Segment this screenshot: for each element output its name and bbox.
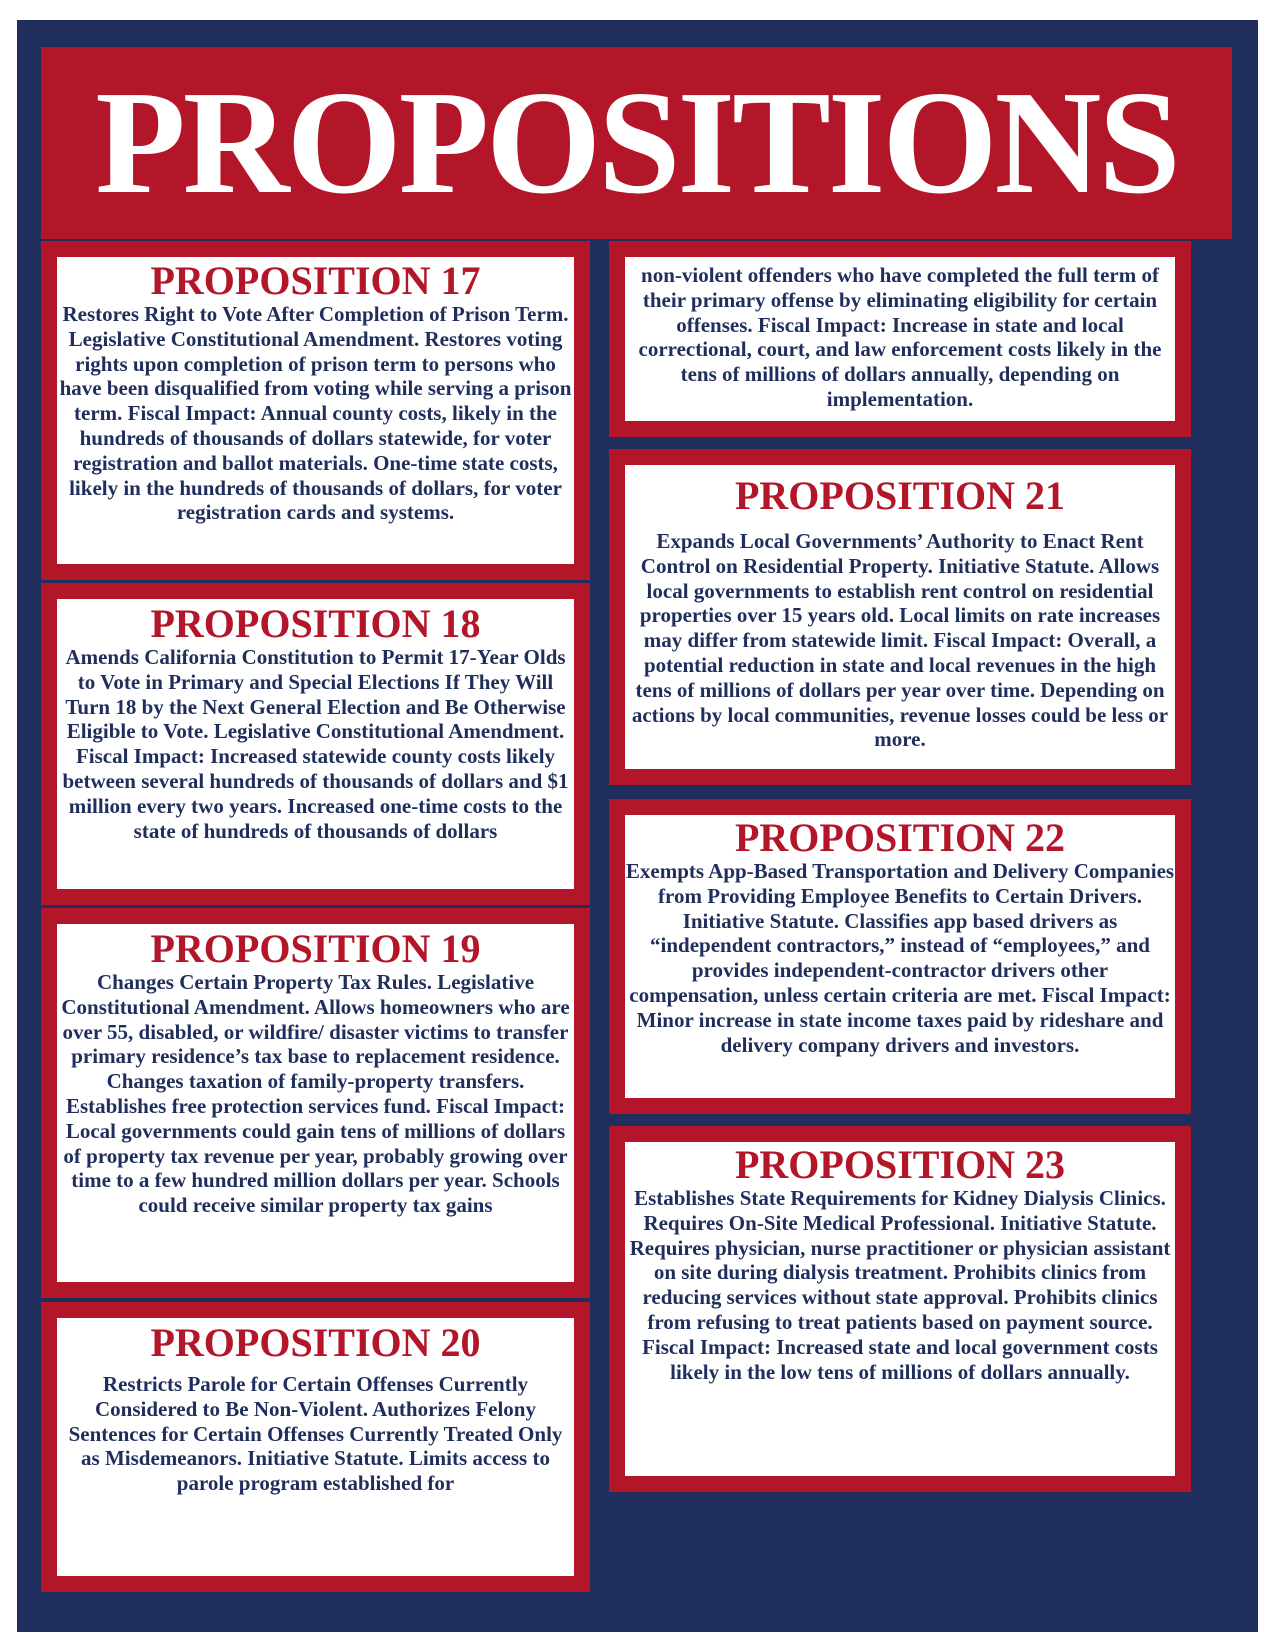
proposition-23-title: PROPOSITION 23 [734, 1142, 1066, 1187]
proposition-21-card [625, 465, 1175, 769]
proposition-17-title: PROPOSITION 17 [150, 258, 481, 303]
proposition-20-text: Restricts Parole for Certain Offenses Currently Considered to Be Non-Violent. Authorizes Felony Sentences for Certain Offenses Currently Treated Only as Misdemeanors. Initiative Statute. Limits access to parole program established for [68, 1372, 563, 1496]
proposition-23-card [625, 1142, 1175, 1476]
page-title: PROPOSITIONS [95, 61, 1178, 225]
proposition-18-text: Amends California Constitution to Permit 17-Year Olds to Vote in Primary and Special Elections If They Will Turn 18 by the Next General Election and Be Otherwise Eligible to Vote. Legislative Constitutional Amendment. Fiscal Impact: Increased statewide county costs likely between several hundreds of thousands of dollars and $1 million every two years. Increased one-time costs to the state of hundreds of thousands of dollars [62, 645, 569, 843]
proposition-21-text: Expands Local Governments’ Authority to Enact Rent Control on Residential Property. Initiative Statute. Allows local governments to establish rent control on residential properties over 15 years old. Local limits on rate increases may differ from statewide limit. Fiscal Impact: Overall, a potential reduction in state and local revenues in the high tens of millions of dollars per year over time. Depending on actions by local communities, revenue losses could be less or more. [631, 529, 1169, 752]
proposition-19-text: Changes Certain Property Tax Rules. Legislative Constitutional Amendment. Allows homeowners who are over 55, disabled, or wildfire/ disaster victims to transfer primary residence’s tax base to replacement residence. Changes taxation of family-property transfers. Establishes free protection services fund. Fiscal Impact: Local governments could gain tens of millions of dollars of property tax revenue per year, probably growing over time to a few hundred million dollars per year. Schools could receive similar property tax gains [61, 970, 570, 1218]
proposition-22-text: Exempts App-Based Transportation and Delivery Companies from Providing Employee Benefits to Certain Drivers. Initiative Statute. Classifies app based drivers as “independent contractors,” instead of “employees,” and provides independent-contractor drivers other compensation, unless certain criteria are met. Fiscal Impact: Minor increase in state income taxes paid by rideshare and delivery company drivers and investors. [625, 859, 1175, 1057]
proposition-23-text: Establishes State Requirements for Kidney Dialysis Clinics. Requires On-Site Medical Professional. Initiative Statute. Requires physician, nurse practitioner or physician assistant on site during dialysis treatment. Prohibits clinics from reducing services without state approval. Prohibits clinics from refusing to treat patients based on payment source. Fiscal Impact: Increased state and local government costs likely in the low tens of millions of dollars annually. [629, 1186, 1171, 1384]
proposition-17-text: Restores Right to Vote After Completion of Prison Term. Legislative Constitutional Amendment. Restores voting rights upon completion of prison term to persons who have been disqualified from voting while serving a prison term. Fiscal Impact: Annual county costs, likely in the hundreds of thousands of dollars statewide, for voter registration and ballot materials. One-time state costs, likely in the hundreds of thousands of dollars, for voter registration cards and systems. [59, 302, 572, 525]
proposition-20-card [57, 1318, 574, 1576]
proposition-17-card [57, 257, 574, 564]
proposition-19-title: PROPOSITION 19 [150, 926, 481, 971]
proposition-22-card [625, 815, 1175, 1098]
proposition-22-title: PROPOSITION 22 [734, 815, 1066, 860]
proposition-20-continued-card [625, 257, 1175, 421]
proposition-19-card [57, 924, 574, 1282]
proposition-18-card [57, 599, 574, 889]
proposition-20-continued-text: non-violent offenders who have completed the full term of their primary offense by eliminating eligibility for certain offenses. Fiscal Impact: Increase in state and local correctional, court, and law enforcement costs likely in the tens of millions of dollars annually, depending on implementation. [638, 263, 1162, 411]
proposition-20-title: PROPOSITION 20 [150, 1320, 481, 1365]
proposition-21-title: PROPOSITION 21 [734, 473, 1066, 518]
proposition-18-title: PROPOSITION 18 [150, 601, 481, 646]
